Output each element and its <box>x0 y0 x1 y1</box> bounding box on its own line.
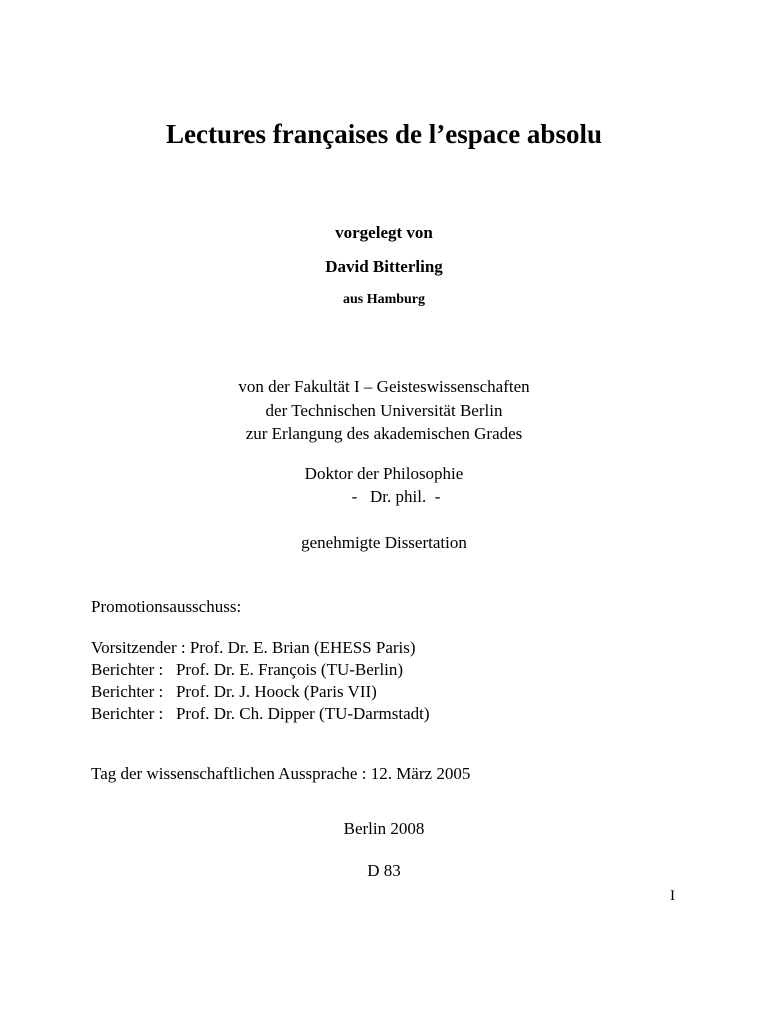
defense-date: Tag der wissenschaftlichen Aussprache : 12. März 2005 <box>91 764 471 783</box>
approval-label: genehmigte Dissertation <box>301 533 467 552</box>
place-year: Berlin 2008 <box>343 819 425 838</box>
committee-member-2: Berichter : Prof. Dr. E. François (TU-Berlin) <box>91 660 404 679</box>
committee-member-4: Berichter : Prof. Dr. Ch. Dipper (TU-Darmstadt) <box>91 704 430 723</box>
degree-title: Doktor der Philosophie <box>304 464 464 483</box>
author-origin: aus Hamburg <box>342 292 426 307</box>
document-code: D 83 <box>367 861 401 880</box>
faculty-line-2: der Technischen Universität Berlin <box>265 401 503 420</box>
faculty-line-1: von der Fakultät I – Geisteswissenschaften <box>238 377 530 396</box>
page-number: I <box>670 888 675 904</box>
committee-member-1: Vorsitzender : Prof. Dr. E. Brian (EHESS Paris) <box>91 638 416 657</box>
author-name: David Bitterling <box>325 257 443 276</box>
presented-by-label: vorgelegt von <box>335 223 433 242</box>
degree-abbreviation: - Dr. phil. - <box>351 487 441 506</box>
document-title: Lectures françaises de l’espace absolu <box>166 119 602 149</box>
committee-heading: Promotionsausschuss: <box>91 597 242 616</box>
committee-member-3: Berichter : Prof. Dr. J. Hoock (Paris VII) <box>91 682 377 701</box>
faculty-line-3: zur Erlangung des akademischen Grades <box>245 424 523 443</box>
